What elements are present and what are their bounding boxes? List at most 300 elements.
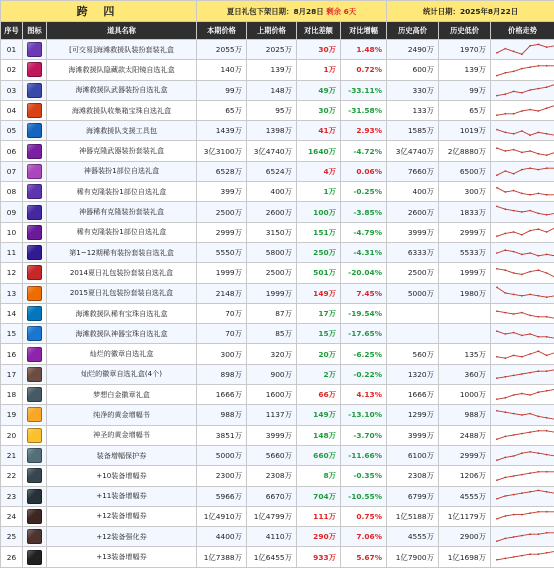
price-difference: 100万 [297, 202, 341, 222]
previous-price: 5660万 [247, 445, 297, 465]
trend-point [521, 474, 523, 476]
current-price: 5550万 [197, 242, 247, 262]
trend-point [504, 495, 506, 497]
trend-point [504, 333, 506, 335]
item-icon [27, 489, 42, 504]
trend-point [538, 533, 540, 535]
trend-point [513, 272, 515, 274]
history-high: 7660万 [387, 161, 439, 181]
row-number: 20 [1, 425, 23, 445]
item-icon [27, 468, 42, 483]
item-icon-cell [23, 283, 47, 303]
price-difference: 2万 [297, 364, 341, 384]
trend-point [529, 513, 531, 515]
price-difference: 149万 [297, 405, 341, 425]
item-name: +13装备增幅券 [47, 547, 197, 567]
price-difference: 151万 [297, 222, 341, 242]
previous-price: 320万 [247, 344, 297, 364]
item-name: 2014夏日礼包装扮套装自选礼盒 [47, 263, 197, 283]
trend-point [538, 213, 540, 215]
price-trend-sparkline [493, 365, 554, 383]
trend-point [529, 353, 531, 355]
trend-point [529, 553, 531, 555]
price-trend-cell [491, 40, 554, 60]
trend-point [496, 518, 498, 520]
price-change-percent: 0.75% [341, 506, 387, 526]
item-name: 海滩救援队收集箱宝珠自选礼盒 [47, 100, 197, 120]
row-number: 04 [1, 100, 23, 120]
price-trend-cell [491, 445, 554, 465]
previous-price: 6524万 [247, 161, 297, 181]
trend-point [521, 130, 523, 132]
trend-point [546, 231, 548, 233]
trend-point [496, 398, 498, 400]
item-icon [27, 265, 42, 280]
price-trend-sparkline [493, 325, 554, 343]
table-row [1, 141, 554, 161]
history-high: 600万 [387, 60, 439, 80]
current-price: 3851万 [197, 425, 247, 445]
trend-point [496, 175, 498, 177]
current-price: 1亿4910万 [197, 506, 247, 526]
trend-point [496, 268, 498, 270]
item-icon [27, 347, 42, 362]
trend-point [496, 75, 498, 77]
trend-point [496, 287, 498, 289]
trend-point [538, 471, 540, 473]
trend-point [521, 534, 523, 536]
price-trend-cell [491, 60, 554, 80]
price-trend-cell [491, 242, 554, 262]
item-name: 神器稀有克隆装扮套装礼盒 [47, 202, 197, 222]
trend-point [521, 169, 523, 171]
price-change-percent: -0.22% [341, 364, 387, 384]
current-price: 65万 [197, 100, 247, 120]
price-trend-sparkline [493, 548, 554, 566]
row-number: 18 [1, 385, 23, 405]
trend-point [513, 231, 515, 233]
item-icon-cell [23, 405, 47, 425]
item-icon-cell [23, 324, 47, 344]
price-change-percent: -33.11% [341, 80, 387, 100]
history-low: 65万 [439, 100, 491, 120]
trend-point [529, 413, 531, 415]
row-number: 02 [1, 60, 23, 80]
trend-point [521, 192, 523, 194]
item-name: 神器装扮1部位自选礼盒 [47, 161, 197, 181]
price-difference: 501万 [297, 263, 341, 283]
current-price: 6528万 [197, 161, 247, 181]
history-low: 2488万 [439, 425, 491, 445]
table-row [1, 242, 554, 262]
trend-point [496, 114, 498, 116]
col-header-prev: 上期价格 [247, 22, 297, 40]
price-trend-cell [491, 222, 554, 242]
trend-point [538, 452, 540, 454]
history-low: 1000万 [439, 385, 491, 405]
history-high: 4555万 [387, 527, 439, 547]
table-row [1, 60, 554, 80]
price-trend-sparkline [493, 264, 554, 282]
trend-point [504, 558, 506, 560]
stat-date-label: 统计日期： [423, 7, 460, 16]
trend-point [538, 371, 540, 373]
item-name: 海滩救援队隐藏款太阳镜自选礼盒 [47, 60, 197, 80]
price-trend-cell [491, 303, 554, 323]
price-difference: 1万 [297, 60, 341, 80]
trend-point [538, 229, 540, 231]
current-price: 2148万 [197, 283, 247, 303]
trend-point [538, 391, 540, 393]
trend-point [513, 91, 515, 93]
price-trend-sparkline [493, 81, 554, 99]
price-difference: 17万 [297, 303, 341, 323]
item-icon [27, 448, 42, 463]
price-difference: 30万 [297, 100, 341, 120]
trend-point [521, 53, 523, 55]
trend-point [546, 168, 548, 170]
price-change-percent: -20.04% [341, 263, 387, 283]
current-price: 1999万 [197, 263, 247, 283]
row-number: 07 [1, 161, 23, 181]
trend-point [496, 356, 498, 358]
table-row [1, 303, 554, 323]
history-high: 6799万 [387, 486, 439, 506]
table-row [1, 202, 554, 222]
price-change-percent: -0.35% [341, 466, 387, 486]
trend-point [513, 394, 515, 396]
trend-point [529, 230, 531, 232]
trend-point [521, 110, 523, 112]
previous-price: 2500万 [247, 263, 297, 283]
previous-price: 139万 [247, 60, 297, 80]
trend-point [529, 89, 531, 91]
trend-point [513, 313, 515, 315]
history-high: 330万 [387, 80, 439, 100]
price-change-percent: -3.85% [341, 202, 387, 222]
item-icon [27, 103, 42, 118]
price-trend-cell [491, 344, 554, 364]
row-number: 12 [1, 263, 23, 283]
trend-point [546, 430, 548, 432]
trend-point [538, 43, 540, 45]
remaining-days: 剩余 6天 [326, 7, 356, 16]
trend-point [546, 297, 548, 299]
price-trend-sparkline [493, 507, 554, 525]
trend-point [538, 153, 540, 155]
item-name: 稀有克隆装扮1部位自选礼盒 [47, 182, 197, 202]
price-change-percent: 4.13% [341, 385, 387, 405]
price-difference: 30万 [297, 40, 341, 60]
col-header-name: 道具名称 [47, 22, 197, 40]
price-trend-sparkline [493, 467, 554, 485]
sale-end-label: 夏日礼包下架日期： [227, 7, 294, 16]
item-icon [27, 245, 42, 260]
price-change-percent: -4.31% [341, 242, 387, 262]
current-price: 140万 [197, 60, 247, 80]
previous-price: 1999万 [247, 283, 297, 303]
price-trend-cell [491, 385, 554, 405]
trend-point [521, 152, 523, 154]
price-difference: 111万 [297, 506, 341, 526]
trend-point [504, 112, 506, 114]
price-trend-cell [491, 141, 554, 161]
history-high: 3999万 [387, 425, 439, 445]
trend-point [496, 95, 498, 97]
trend-point [513, 355, 515, 357]
trend-point [521, 92, 523, 94]
previous-price: 6670万 [247, 486, 297, 506]
previous-price: 2025万 [247, 40, 297, 60]
price-trend-cell [491, 263, 554, 283]
history-high: 1亿5188万 [387, 506, 439, 526]
trend-line [497, 431, 554, 439]
current-price: 1439万 [197, 121, 247, 141]
item-icon-cell [23, 385, 47, 405]
trend-point [504, 171, 506, 173]
item-icon [27, 83, 42, 98]
trend-point [496, 378, 498, 380]
current-price: 70万 [197, 303, 247, 323]
price-difference: 704万 [297, 486, 341, 506]
trend-point [538, 88, 540, 90]
trend-point [529, 45, 531, 47]
trend-point [496, 330, 498, 332]
trend-point [546, 87, 548, 89]
row-number: 05 [1, 121, 23, 141]
price-trend-sparkline [493, 223, 554, 241]
trend-point [546, 133, 548, 135]
trend-point [504, 292, 506, 294]
item-name: 神圣的黄金增幅书 [47, 425, 197, 445]
previous-price: 148万 [247, 80, 297, 100]
trend-point [513, 173, 515, 175]
trend-point [513, 475, 515, 477]
trend-point [546, 253, 548, 255]
row-number: 16 [1, 344, 23, 364]
history-low: 1206万 [439, 466, 491, 486]
table-row [1, 364, 554, 384]
row-number: 01 [1, 40, 23, 60]
history-low: 1亿1698万 [439, 547, 491, 567]
trend-point [504, 249, 506, 251]
price-change-percent: -3.70% [341, 425, 387, 445]
price-difference: 933万 [297, 547, 341, 567]
trend-point [496, 187, 498, 189]
history-low: 5533万 [439, 242, 491, 262]
table-row [1, 283, 554, 303]
price-trend-cell [491, 121, 554, 141]
current-price: 1666万 [197, 385, 247, 405]
price-trend-cell [491, 466, 554, 486]
history-low: 1999万 [439, 263, 491, 283]
item-name: [可交易]海滩救援队装扮套装礼盒 [47, 40, 197, 60]
trend-point [521, 334, 523, 336]
price-change-percent: -6.25% [341, 344, 387, 364]
trend-point [546, 272, 548, 274]
price-change-percent: 2.93% [341, 121, 387, 141]
trend-point [504, 537, 506, 539]
trend-point [513, 331, 515, 333]
price-trend-sparkline [493, 162, 554, 180]
item-icon [27, 407, 42, 422]
trend-point [496, 236, 498, 238]
trend-point [513, 50, 515, 52]
previous-price: 85万 [247, 324, 297, 344]
history-low: 2亿8880万 [439, 141, 491, 161]
table-row [1, 40, 554, 60]
trend-point [496, 252, 498, 254]
trend-point [521, 356, 523, 358]
current-price: 3亿3100万 [197, 141, 247, 161]
trend-point [496, 147, 498, 149]
price-change-percent: -31.58% [341, 100, 387, 120]
history-low: 99万 [439, 80, 491, 100]
trend-point [521, 273, 523, 275]
current-price: 99万 [197, 80, 247, 100]
item-name: 装备增幅保护券 [47, 445, 197, 465]
trend-point [513, 294, 515, 296]
trend-point [546, 46, 548, 48]
price-change-percent: 7.06% [341, 527, 387, 547]
row-number: 08 [1, 182, 23, 202]
current-price: 2500万 [197, 202, 247, 222]
history-high: 6333万 [387, 242, 439, 262]
item-icon [27, 326, 42, 341]
trend-point [521, 295, 523, 297]
trend-point [546, 417, 548, 419]
trend-point [529, 372, 531, 374]
previous-price: 95万 [247, 100, 297, 120]
trend-point [538, 350, 540, 352]
trend-point [538, 65, 540, 67]
trend-point [521, 514, 523, 516]
price-trend-sparkline [493, 183, 554, 201]
price-change-percent: -19.54% [341, 303, 387, 323]
price-change-percent: -17.65% [341, 324, 387, 344]
trend-point [513, 455, 515, 457]
price-trend-sparkline [493, 61, 554, 79]
price-difference: 149万 [297, 283, 341, 303]
table-row [1, 344, 554, 364]
col-header-diff: 对比差额 [297, 22, 341, 40]
trend-point [546, 532, 548, 534]
trend-line [497, 228, 554, 236]
trend-point [529, 472, 531, 474]
trend-point [521, 492, 523, 494]
price-trend-cell [491, 100, 554, 120]
trend-point [513, 434, 515, 436]
trend-point [546, 471, 548, 473]
history-high: 3亿4740万 [387, 141, 439, 161]
item-name: 纯净的黄金增幅书 [47, 405, 197, 425]
item-name: 灿烂的徽章自选礼盒(4个) [47, 364, 197, 384]
history-low: 139万 [439, 60, 491, 80]
item-icon-cell [23, 263, 47, 283]
history-high [387, 303, 439, 323]
trend-point [529, 150, 531, 152]
previous-price: 5800万 [247, 242, 297, 262]
trend-point [496, 459, 498, 461]
row-number: 03 [1, 80, 23, 100]
table-row [1, 161, 554, 181]
previous-price: 1亿6455万 [247, 547, 297, 567]
item-icon [27, 184, 42, 199]
price-trend-cell [491, 80, 554, 100]
price-trend-sparkline [493, 142, 554, 160]
history-low: 360万 [439, 364, 491, 384]
trend-point [529, 432, 531, 434]
table-row [1, 100, 554, 120]
item-name: 海滩救援队稀有宝珠自选礼盒 [47, 303, 197, 323]
trend-point [513, 536, 515, 538]
row-number: 26 [1, 547, 23, 567]
trend-point [504, 311, 506, 313]
trend-point [546, 214, 548, 216]
trend-line [497, 533, 554, 541]
trend-point [538, 255, 540, 257]
trend-point [504, 131, 506, 133]
item-icon-cell [23, 60, 47, 80]
row-number: 24 [1, 506, 23, 526]
price-trend-cell [491, 324, 554, 344]
table-row [1, 80, 554, 100]
trend-point [521, 253, 523, 255]
item-name: 稀有克隆装扮1部位自选礼盒 [47, 222, 197, 242]
price-trend-cell [491, 161, 554, 181]
row-number: 06 [1, 141, 23, 161]
item-icon-cell [23, 466, 47, 486]
trend-point [504, 516, 506, 518]
trend-point [504, 357, 506, 359]
price-change-percent: 5.67% [341, 547, 387, 567]
price-difference: 49万 [297, 80, 341, 100]
row-number: 14 [1, 303, 23, 323]
previous-price: 1137万 [247, 405, 297, 425]
previous-price: 1亿4799万 [247, 506, 297, 526]
price-trend-sparkline [493, 447, 554, 465]
item-icon [27, 123, 42, 138]
trend-point [496, 129, 498, 131]
current-price: 4400万 [197, 527, 247, 547]
history-low [439, 303, 491, 323]
price-trend-sparkline [493, 284, 554, 302]
previous-price: 4110万 [247, 527, 297, 547]
previous-price: 3999万 [247, 425, 297, 445]
price-trend-sparkline [493, 528, 554, 546]
trend-line [497, 351, 554, 358]
history-high: 1亿7900万 [387, 547, 439, 567]
history-high: 133万 [387, 100, 439, 120]
price-change-percent: -4.72% [341, 141, 387, 161]
column-header-row [1, 22, 554, 40]
trend-point [496, 540, 498, 542]
trend-point [546, 511, 548, 513]
price-trend-sparkline [493, 41, 554, 59]
price-trend-cell [491, 425, 554, 445]
trend-point [538, 269, 540, 271]
item-icon-cell [23, 527, 47, 547]
trend-point [504, 208, 506, 210]
table-row [1, 466, 554, 486]
history-low: 300万 [439, 182, 491, 202]
item-icon-cell [23, 425, 47, 445]
trend-point [504, 150, 506, 152]
row-number: 17 [1, 364, 23, 384]
current-price: 70万 [197, 324, 247, 344]
history-low: 2900万 [439, 527, 491, 547]
item-name: 梦想白金徽章礼盒 [47, 385, 197, 405]
